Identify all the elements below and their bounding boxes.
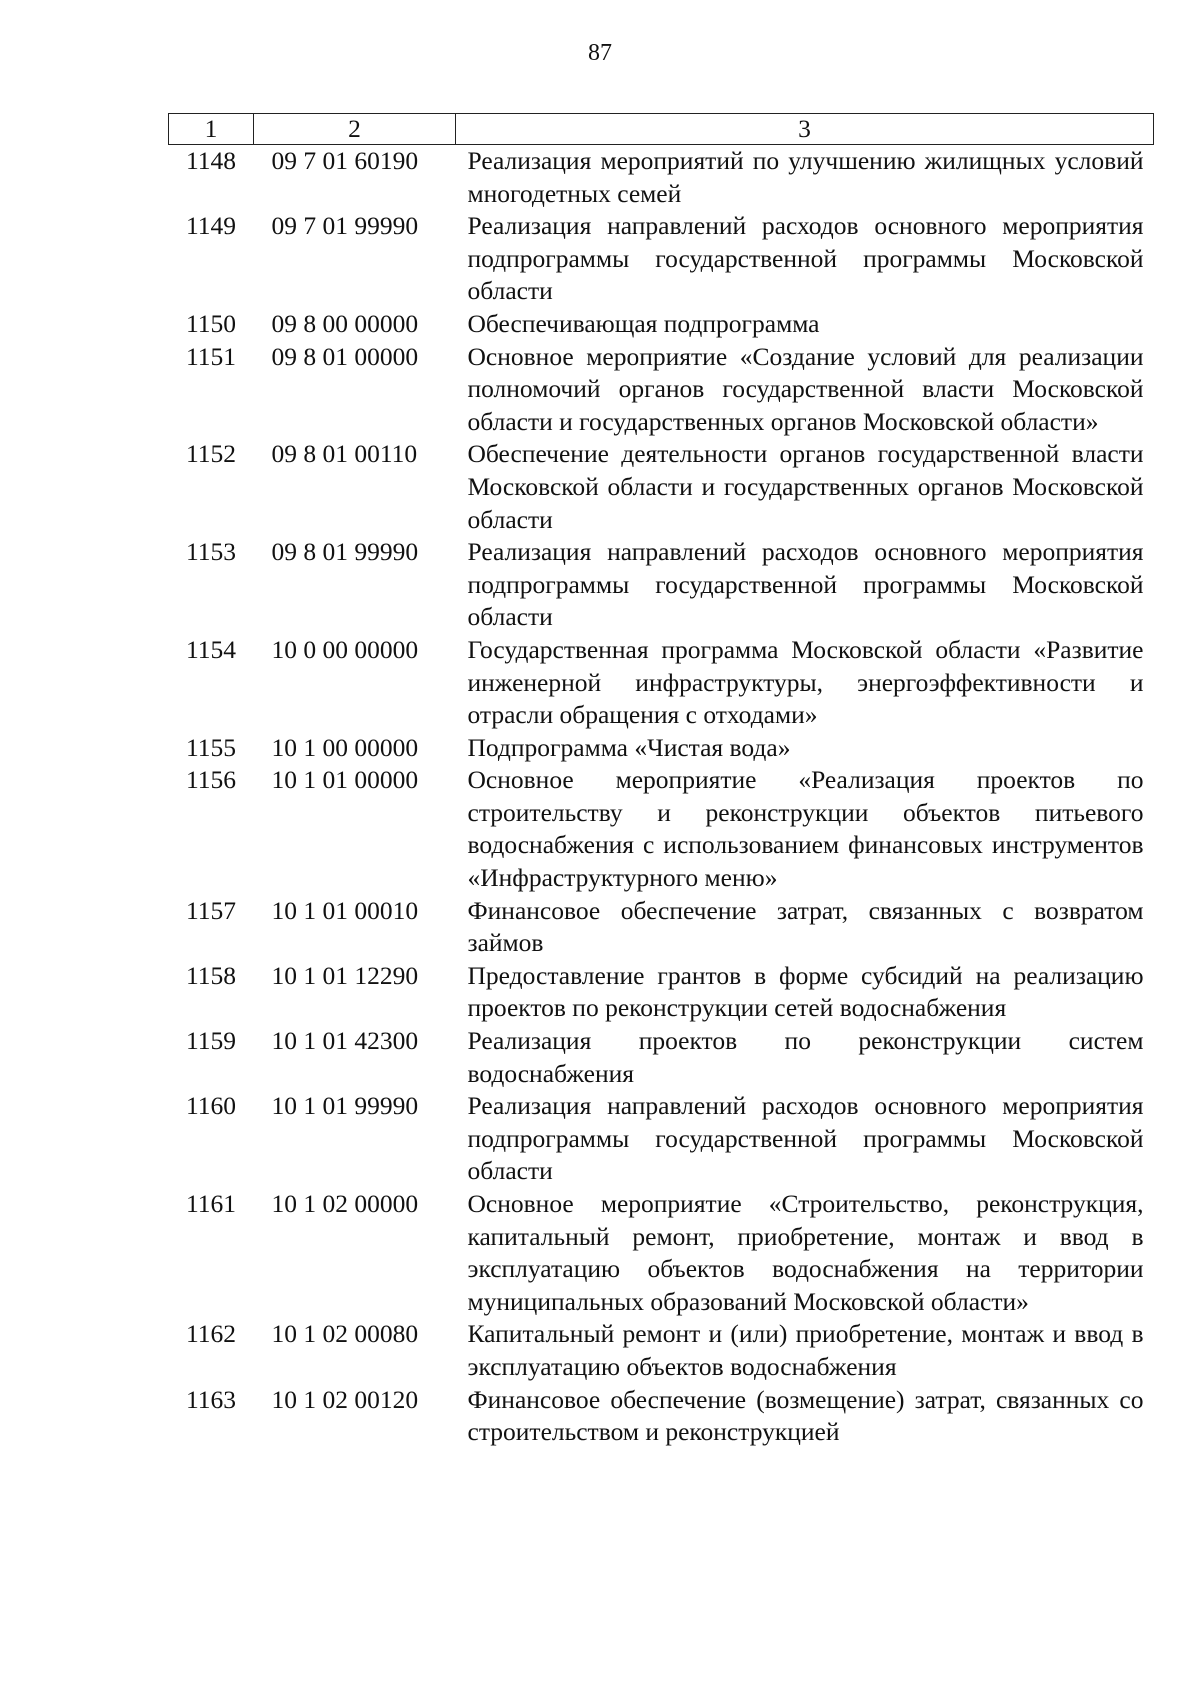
row-description: Основное мероприятие «Реализация проектов по строительству и реконструкции объектов питьевого водоснабжения с использованием финансовых инструментов «Инфраструктурного меню» — [467, 765, 1144, 893]
table-row — [169, 732, 1154, 765]
table-row — [169, 210, 1154, 308]
row-number: 1161 — [185, 1189, 237, 1218]
row-code: 09 7 01 99990 — [271, 211, 419, 241]
table-row — [169, 1384, 1154, 1449]
page-number: 87 — [588, 40, 612, 66]
table-row — [169, 438, 1154, 536]
table-row — [169, 634, 1154, 732]
row-code: 09 8 01 00110 — [271, 439, 418, 469]
header-col-2: 2 — [254, 114, 456, 145]
row-number: 1154 — [185, 634, 237, 664]
table-row — [169, 764, 1154, 894]
row-number: 1150 — [185, 308, 237, 338]
table-row — [169, 308, 1154, 341]
table-row — [169, 145, 1154, 211]
row-description: Реализация мероприятий по улучшению жилищных условий многодетных семей — [467, 146, 1144, 208]
row-code: 10 1 02 00080 — [271, 1319, 419, 1349]
row-code: 09 8 01 00000 — [271, 341, 419, 371]
row-number: 1151 — [185, 341, 237, 371]
row-description: Реализация направлений расходов основного мероприятия подпрограммы государственной программы Московской области — [467, 1091, 1144, 1186]
row-description: Государственная программа Московской области «Развитие инженерной инфраструктуры, энергоэффективности и отрасли обращения с отходами» — [467, 634, 1144, 730]
table-row — [169, 536, 1154, 634]
row-number: 1157 — [185, 895, 237, 925]
row-number: 1152 — [185, 439, 237, 469]
row-number: 1155 — [185, 732, 237, 762]
header-col-3: 3 — [456, 114, 1154, 145]
row-description: Подпрограмма «Чистая вода» — [467, 732, 791, 762]
row-description: Обеспечение деятельности органов государственной власти Московской области и государственных органов Московской области — [467, 439, 1144, 534]
row-description: Капитальный ремонт и (или) приобретение, монтаж и ввод в эксплуатацию объектов водоснабжения — [467, 1319, 1144, 1381]
row-code: 09 8 01 99990 — [271, 537, 419, 567]
row-description: Основное мероприятие «Создание условий для реализации полномочий органов государственной власти Московской области и государственных органов Московской области» — [467, 341, 1144, 436]
row-code: 10 1 00 00000 — [271, 732, 419, 762]
row-description: Реализация проектов по реконструкции систем водоснабжения — [467, 1026, 1144, 1088]
row-description: Основное мероприятие «Строительство, реконструкция, капитальный ремонт, приобретение, монтаж и ввод в эксплуатацию объектов водоснабжения на территории муниципальных образований Московской области» — [467, 1189, 1144, 1316]
row-code: 09 7 01 60190 — [271, 146, 419, 175]
table-row — [169, 1090, 1154, 1188]
row-code: 10 1 01 00000 — [271, 765, 419, 795]
row-number: 1158 — [185, 960, 237, 990]
row-code: 10 1 01 99990 — [271, 1091, 419, 1121]
row-code: 09 8 00 00000 — [271, 308, 419, 338]
row-number: 1149 — [185, 211, 237, 241]
row-number: 1160 — [185, 1091, 237, 1121]
row-number: 1148 — [185, 146, 237, 175]
row-code: 10 0 00 00000 — [271, 634, 419, 664]
row-number: 1156 — [185, 765, 237, 795]
table-row — [169, 895, 1154, 960]
row-code: 10 1 02 00000 — [271, 1189, 419, 1218]
row-code: 10 1 01 42300 — [271, 1026, 419, 1056]
row-description: Реализация направлений расходов основного мероприятия подпрограммы государственной программы Московской области — [467, 537, 1144, 632]
row-number: 1159 — [185, 1026, 237, 1056]
table-row — [169, 1318, 1154, 1383]
row-description: Предоставление грантов в форме субсидий на реализацию проектов по реконструкции сетей водоснабжения — [467, 960, 1144, 1023]
row-code: 10 1 01 12290 — [271, 960, 419, 990]
row-description: Финансовое обеспечение (возмещение) затрат, связанных со строительством и реконструкцией — [467, 1384, 1144, 1447]
row-description: Реализация направлений расходов основного мероприятия подпрограммы государственной программы Московской области — [467, 211, 1144, 306]
row-description: Финансовое обеспечение затрат, связанных с возвратом займов — [467, 895, 1144, 958]
row-number: 1162 — [185, 1319, 237, 1349]
table-header — [169, 114, 1154, 145]
row-code: 10 1 01 00010 — [271, 895, 419, 925]
header-col-1: 1 — [169, 114, 254, 145]
table-row — [169, 1188, 1154, 1318]
row-code: 10 1 02 00120 — [271, 1384, 419, 1414]
row-description: Обеспечивающая подпрограмма — [467, 308, 820, 338]
table-row — [169, 960, 1154, 1025]
table-row — [169, 1025, 1154, 1090]
row-number: 1163 — [185, 1384, 237, 1414]
row-number: 1153 — [185, 537, 237, 567]
table-row — [169, 341, 1154, 439]
budget-classification-table — [168, 113, 1154, 1449]
